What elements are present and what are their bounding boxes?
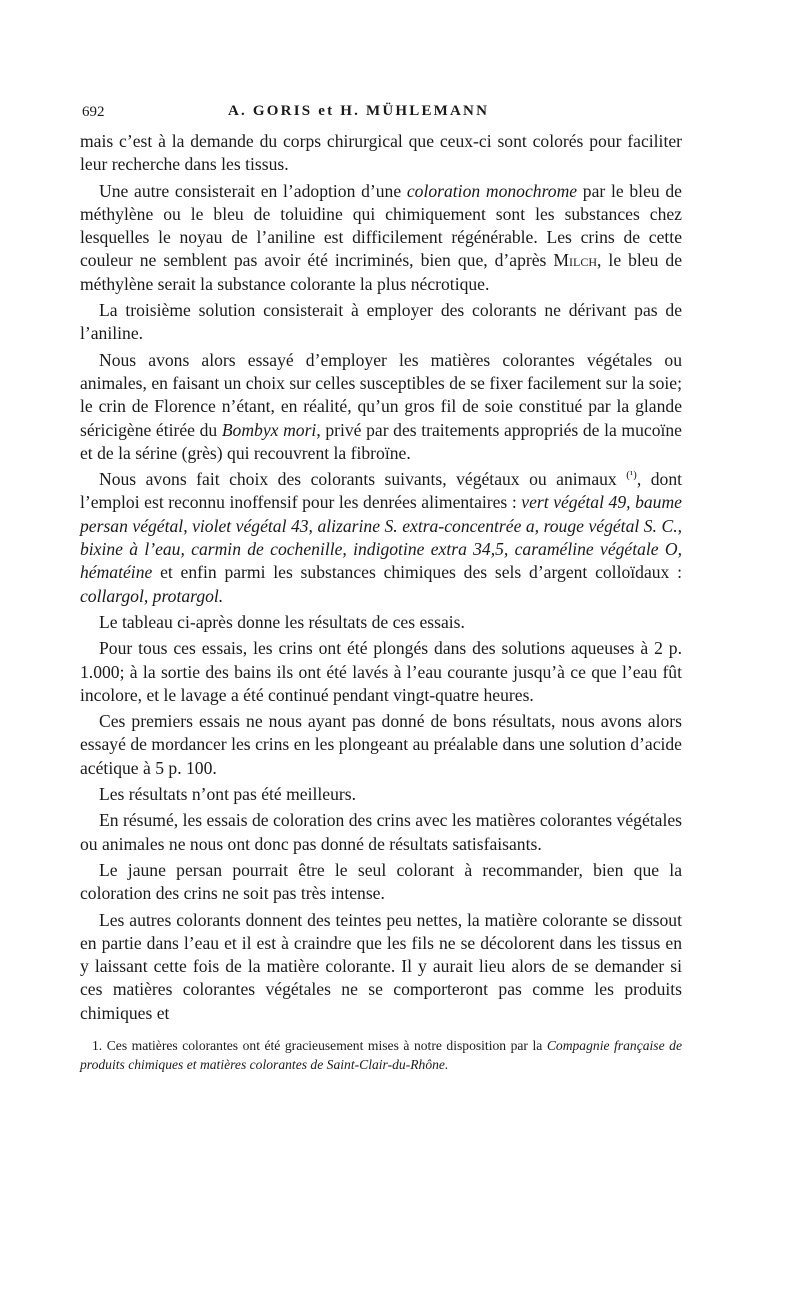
italic-text: Bombyx mori	[221, 419, 317, 440]
paragraph	[80, 468, 682, 608]
paragraph	[80, 611, 682, 634]
paragraph	[80, 349, 682, 465]
paragraph	[80, 859, 682, 906]
text-span: Ces premiers essais ne nous ayant pas donné de bons résultats, nous avons alors essayé de mordancer les crins en les plongeant au préalable dans une solution d’acide acétique à 5 p. 100.	[80, 711, 682, 778]
text-span: 1. Ces matières colorantes ont été gracieusement mises à notre disposition par la	[92, 1037, 547, 1053]
paragraph	[80, 809, 682, 856]
text-span: Le jaune persan pourrait être le seul colorant à recommander, bien que la coloration des crins ne soit pas très intense.	[80, 859, 682, 904]
body-text	[80, 130, 682, 1025]
footnotes	[80, 1036, 682, 1074]
paragraph	[80, 299, 682, 346]
paragraph	[80, 637, 682, 707]
text-span: La troisième solution consisterait à employer des colorants ne dérivant pas de l’aniline.	[80, 300, 682, 344]
text-span: Nous avons alors essayé d’employer les matières colorantes végétales ou animales, en faisant un choix sur celles susceptibles de se fixer facilement sur la soie; le crin de Florence n’étant, en réalité, qu’un gros fil de soie constitué par la glande séricigène étirée du	[80, 349, 682, 440]
paragraph	[80, 180, 682, 296]
italic-text: Compagnie française de produits chimiques et matières colorantes de Saint-Clair-du-Rhône.	[80, 1037, 682, 1072]
text-span: mais c’est à la demande du corps chirurgical que ceux-ci sont colorés pour faciliter leur recherche dans les tissus.	[80, 131, 682, 175]
footnote	[80, 1036, 682, 1074]
text-span: En résumé, les essais de coloration des crins avec les matières colorantes végétales ou animales ne nous ont donc pas donné de résultats satisfaisants.	[80, 810, 682, 854]
paragraph	[80, 909, 682, 1025]
italic-text: vert végétal 49, baume persan végétal, violet végétal 43, alizarine S. extra-concentrée a, rouge végétal S. C., bixine à l’eau, carmin de cochenille, indigotine extra 34,5, caraméline végétale O, hématéine	[80, 492, 682, 583]
italic-text: collargol, protargol.	[80, 585, 224, 606]
text-span: Nous avons fait choix des colorants suivants, végétaux ou animaux	[99, 469, 627, 490]
text-span: , le bleu de méthylène serait la substance colorante la plus nécrotique.	[80, 250, 683, 294]
italic-text: coloration monochrome	[406, 180, 578, 201]
author-name: Milch	[553, 250, 598, 271]
text-span: Une autre consisterait en l’adoption d’une	[99, 180, 407, 201]
text-span: Le tableau ci-après donne les résultats de ces essais.	[99, 611, 465, 632]
document-page	[80, 100, 682, 1074]
paragraph	[80, 783, 682, 806]
text-span: et enfin parmi les substances chimiques des sels d’argent colloïdaux :	[152, 562, 682, 583]
text-span: Pour tous ces essais, les crins ont été plongés dans des solutions aqueuses à 2 p. 1.000; à la sortie des bains ils ont été lavés à l’eau courante jusqu’à ce que l’eau fût incolore, et le lavage a été continué pendant vingt-quatre heures.	[80, 638, 682, 705]
paragraph	[80, 130, 682, 177]
text-span: , privé par des traitements appropriés de la mucoïne et de la sérine (grès) qui recouvrent la fibroïne.	[80, 419, 682, 463]
text-span: Les résultats n’ont pas été meilleurs.	[99, 784, 356, 805]
footnote-marker: (¹)	[626, 469, 637, 482]
running-title: A. GORIS et H. MÜHLEMANN	[228, 103, 490, 119]
paragraph	[80, 710, 682, 780]
page-header	[80, 100, 682, 130]
page-number: 692	[82, 104, 105, 120]
text-span: , dont l’emploi est reconnu inoffensif pour les denrées alimentaires :	[80, 469, 683, 513]
text-span: par le bleu de méthylène ou le bleu de toluidine qui chimiquement sont les substances chez lesquelles le noyau de l’aniline est difficilement régénérable. Les crins de cette couleur ne semblent pas avoir été incriminés, bien que, d’après	[80, 180, 682, 271]
text-span: Les autres colorants donnent des teintes peu nettes, la matière colorante se dissout en partie dans l’eau et il est à craindre que les fils ne se décolorent dans les tissus en y laissant cette fois de la matière colorante. Il y aurait lieu alors de se demander si ces matières colorantes végétales ne se comporteront pas comme les produits chimiques et	[80, 909, 682, 1023]
